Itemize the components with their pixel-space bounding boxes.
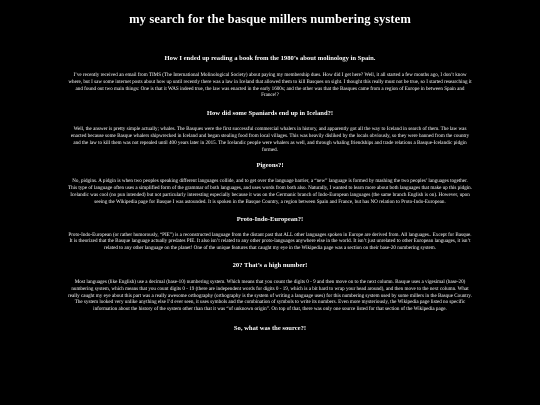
- page-title: my search for the basque millers numbering system: [129, 12, 411, 26]
- section-paragraph: Most languages (like English) use a decimal (base-10) numbering system. Which means that you count the digits 0 - 9 and then move on to the next column. Basque uses a vigesimal (base-20) numbering system, which means that you count digits 0 - 19 (there are independent words for digits 0 - 19, which is a bit hard to wrap your head around), and then move to the next column. What really caught my eye about this part was a really awesome orthography (orthography is the system of writing a language uses) for this numbering system used by some millers in the Basque Country. The system looked very unlike anything else I’d ever seen, it uses symbols and the combination of symbols to write its numbers. Even more mysteriously, the Wikipedia page listed no specific information about the history of the system other than that it was “of unknown origin”. On top of that, there was only one source listed for that section of the Wikipedia page.: [68, 278, 472, 313]
- article-body: [68, 55, 472, 333]
- section-paragraph: Proto-Indo-European (or rather humorously, “PIE”) is a reconstructed language from the distant past that ALL other languages spoken in Europe are derived from. All languages.. Except for Basque. It is theorized that the Basque language actually predates PIE. It also isn’t related to any other proto-languages anywhere else in the world. It isn’t just unrelated to other European languages, it isn’t related to any other language on the planet! One of the unique features that caught my eye in the Wikipedia page was a section on their base-20 numbering system.: [68, 231, 472, 252]
- section-paragraph: No, pidgins. A pidgin is when two peoples speaking different languages collide, and to get over the language barrier, a “new” language is formed by mashing the two peoples’ languages together. This type of language often uses a simplified form of the grammar of both languages, and uses words from both also. Naturally, I wanted to learn more about both languages that make up this pidgin. Icelandic was cool (no pun intended) but not particularly interesting especially because it was on the Germanic branch of Indo-European languages (the same branch English is on). However, upon seeing the Wikipedia page for Basque I was astounded. It is spoken in the Basque Country, a region between Spain and France, but has NO relation to Proto-Indo-European.: [68, 178, 472, 205]
- section-heading: Pigeons?!: [256, 162, 284, 170]
- section-heading: Proto-Indo-European?!: [236, 215, 304, 223]
- section-heading: How I ended up reading a book from the 1980’s about molinology in Spain.: [164, 55, 376, 62]
- section-heading: How did some Spaniards end up in Iceland?!: [206, 110, 334, 118]
- section-paragraph: Well, the answer is pretty simple actually; whales. The Basques were the first successful commercial whalers in history, and apparently got all the way to Iceland in search of them. The law was enacted because some Basque whalers shipwrecked in Iceland and began stealing food from local villages. This was heavily disliked by the locals obviously, so they were banned from the country and the law to kill them was not repealed until 400 years later in 2015. The Icelandic people were whalers as well, and through whaling friendships and trade relations a Basque-Icelandic pidgin formed.: [70, 126, 470, 153]
- section-heading: 20? That’s a high number!: [232, 261, 308, 269]
- section-paragraph: I’ve recently received an email from TIMS (The International Molinological Society) about paying my membership dues. How did I get here? Well, it all started a few months ago, I don’t know where, but I saw some internet posts about how up until recently there was a law in Iceland that allowed them to kill Basques on sight. I thought this really must not be true, so I started researching it and found out two main things: One is that it WAS indeed true, the law was enacted in the early 1600s; and the other was that the Basques came from a region of Europe in between Spain and France!?: [68, 72, 472, 99]
- section-heading: So, what was the source?!: [233, 324, 307, 332]
